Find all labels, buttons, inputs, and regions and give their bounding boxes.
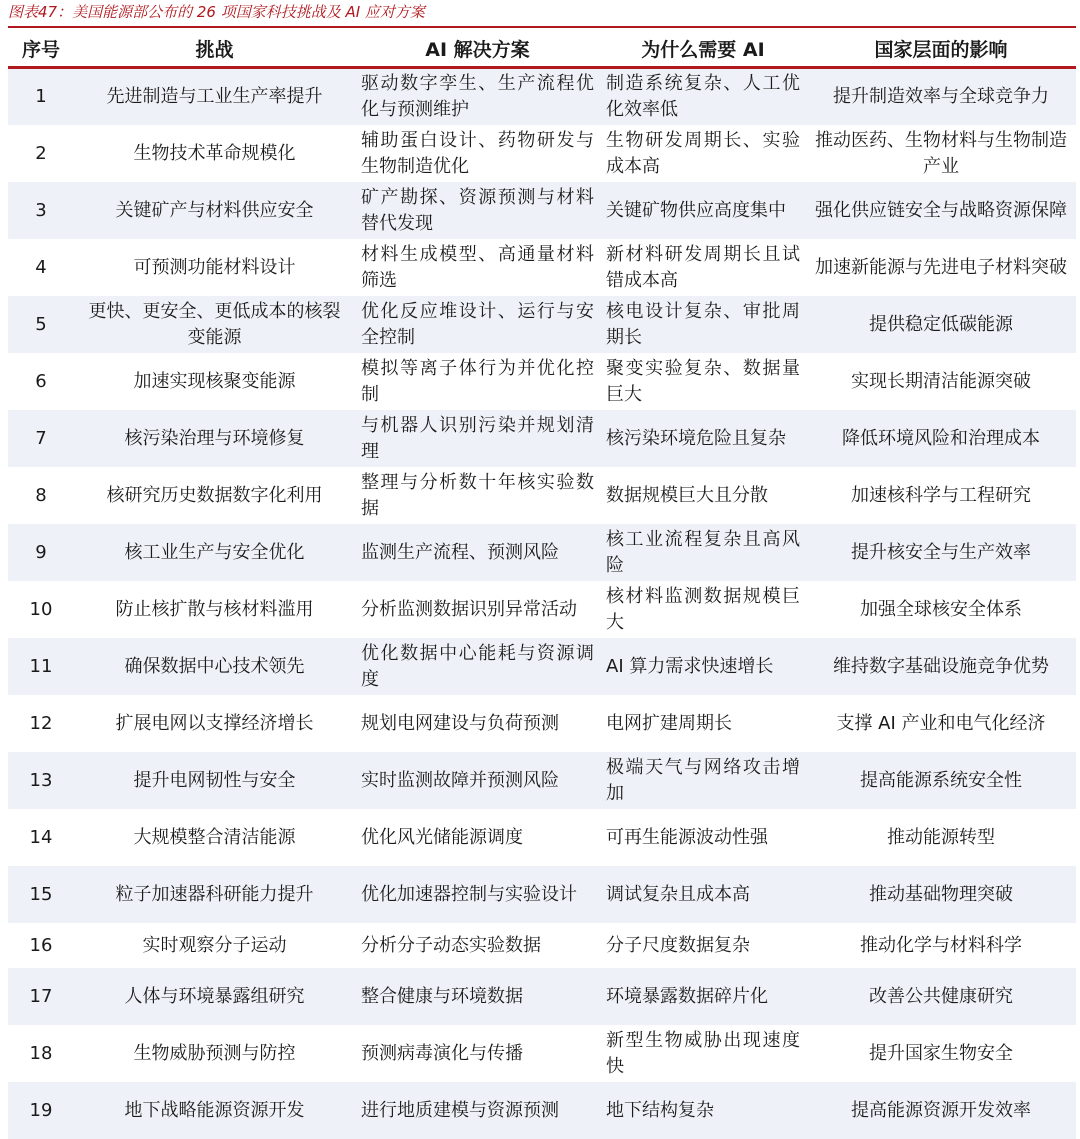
cell-why-ai: 极端天气与网络攻击增加 (600, 752, 806, 809)
table-row (8, 809, 1076, 866)
cell-national-impact: 实现长期清洁能源突破 (806, 353, 1076, 410)
cell-national-impact: 改善公共健康研究 (806, 968, 1076, 1025)
cell-no: 19 (8, 1082, 74, 1139)
header-why-ai: 为什么需要 AI (600, 30, 806, 68)
cell-national-impact: 加强全球核安全体系 (806, 581, 1076, 638)
table-row (8, 410, 1076, 467)
cell-national-impact: 加速核科学与工程研究 (806, 467, 1076, 524)
cell-national-impact: 提供稳定低碳能源 (806, 296, 1076, 353)
header-national-impact: 国家层面的影响 (806, 30, 1076, 68)
cell-no: 18 (8, 1025, 74, 1082)
cell-challenge: 关键矿产与材料供应安全 (74, 182, 355, 239)
cell-no: 13 (8, 752, 74, 809)
cell-ai-solution: 矿产勘探、资源预测与材料替代发现 (355, 182, 600, 239)
cell-challenge: 扩展电网以支撑经济增长 (74, 695, 355, 752)
cell-national-impact: 提升制造效率与全球竞争力 (806, 68, 1076, 126)
cell-challenge: 核污染治理与环境修复 (74, 410, 355, 467)
cell-no: 17 (8, 968, 74, 1025)
cell-challenge: 防止核扩散与核材料滥用 (74, 581, 355, 638)
cell-challenge: 确保数据中心技术领先 (74, 638, 355, 695)
cell-no: 5 (8, 296, 74, 353)
cell-ai-solution: 优化数据中心能耗与资源调度 (355, 638, 600, 695)
cell-ai-solution: 分析分子动态实验数据 (355, 923, 600, 968)
cell-no: 14 (8, 809, 74, 866)
table-row (8, 581, 1076, 638)
cell-ai-solution: 与机器人识别污染并规划清理 (355, 410, 600, 467)
table-header-row (8, 30, 1076, 68)
cell-ai-solution: 优化风光储能源调度 (355, 809, 600, 866)
cell-challenge: 加速实现核聚变能源 (74, 353, 355, 410)
cell-ai-solution: 规划电网建设与负荷预测 (355, 695, 600, 752)
cell-ai-solution: 监测生产流程、预测风险 (355, 524, 600, 581)
cell-national-impact: 推动医药、生物材料与生物制造产业 (806, 125, 1076, 182)
cell-no: 16 (8, 923, 74, 968)
cell-ai-solution: 实时监测故障并预测风险 (355, 752, 600, 809)
cell-ai-solution: 优化反应堆设计、运行与安全控制 (355, 296, 600, 353)
header-no: 序号 (8, 30, 74, 68)
cell-ai-solution: 分析监测数据识别异常活动 (355, 581, 600, 638)
table-row (8, 467, 1076, 524)
cell-no: 6 (8, 353, 74, 410)
cell-why-ai: 可再生能源波动性强 (600, 809, 806, 866)
cell-why-ai: 关键矿物供应高度集中 (600, 182, 806, 239)
table-row (8, 923, 1076, 968)
table-row (8, 752, 1076, 809)
cell-no: 10 (8, 581, 74, 638)
table-row (8, 125, 1076, 182)
table-row (8, 68, 1076, 126)
table-row (8, 968, 1076, 1025)
cell-why-ai: 调试复杂且成本高 (600, 866, 806, 923)
cell-national-impact: 维持数字基础设施竞争优势 (806, 638, 1076, 695)
cell-national-impact: 支撑 AI 产业和电气化经济 (806, 695, 1076, 752)
cell-challenge: 生物技术革命规模化 (74, 125, 355, 182)
cell-ai-solution: 驱动数字孪生、生产流程优化与预测维护 (355, 68, 600, 126)
cell-challenge: 更快、更安全、更低成本的核裂变能源 (74, 296, 355, 353)
cell-why-ai: 生物研发周期长、实验成本高 (600, 125, 806, 182)
cell-no: 1 (8, 68, 74, 126)
cell-challenge: 人体与环境暴露组研究 (74, 968, 355, 1025)
cell-why-ai: 分子尺度数据复杂 (600, 923, 806, 968)
table-row (8, 638, 1076, 695)
cell-challenge: 核研究历史数据数字化利用 (74, 467, 355, 524)
cell-why-ai: 地下结构复杂 (600, 1082, 806, 1139)
cell-ai-solution: 辅助蛋白设计、药物研发与生物制造优化 (355, 125, 600, 182)
cell-why-ai: 核污染环境危险且复杂 (600, 410, 806, 467)
cell-challenge: 大规模整合清洁能源 (74, 809, 355, 866)
cell-challenge: 提升电网韧性与安全 (74, 752, 355, 809)
cell-no: 2 (8, 125, 74, 182)
header-ai-solution: AI 解决方案 (355, 30, 600, 68)
cell-national-impact: 推动基础物理突破 (806, 866, 1076, 923)
cell-ai-solution: 进行地质建模与资源预测 (355, 1082, 600, 1139)
cell-national-impact: 提升国家生物安全 (806, 1025, 1076, 1082)
cell-no: 7 (8, 410, 74, 467)
cell-no: 8 (8, 467, 74, 524)
cell-why-ai: 核工业流程复杂且高风险 (600, 524, 806, 581)
table-body (8, 68, 1076, 1139)
cell-no: 12 (8, 695, 74, 752)
cell-challenge: 先进制造与工业生产率提升 (74, 68, 355, 126)
cell-national-impact: 推动能源转型 (806, 809, 1076, 866)
cell-ai-solution: 材料生成模型、高通量材料筛选 (355, 239, 600, 296)
cell-why-ai: 核材料监测数据规模巨大 (600, 581, 806, 638)
cell-why-ai: 制造系统复杂、人工优化效率低 (600, 68, 806, 126)
table-row (8, 239, 1076, 296)
table-row (8, 695, 1076, 752)
cell-why-ai: AI 算力需求快速增长 (600, 638, 806, 695)
cell-national-impact: 提高能源系统安全性 (806, 752, 1076, 809)
cell-why-ai: 核电设计复杂、审批周期长 (600, 296, 806, 353)
cell-no: 9 (8, 524, 74, 581)
cell-ai-solution: 模拟等离子体行为并优化控制 (355, 353, 600, 410)
table-row (8, 1025, 1076, 1082)
cell-no: 4 (8, 239, 74, 296)
cell-no: 3 (8, 182, 74, 239)
challenges-table (8, 30, 1076, 1139)
cell-challenge: 地下战略能源资源开发 (74, 1082, 355, 1139)
cell-ai-solution: 优化加速器控制与实验设计 (355, 866, 600, 923)
table-row (8, 353, 1076, 410)
header-challenge: 挑战 (74, 30, 355, 68)
cell-challenge: 核工业生产与安全优化 (74, 524, 355, 581)
cell-why-ai: 数据规模巨大且分散 (600, 467, 806, 524)
cell-why-ai: 电网扩建周期长 (600, 695, 806, 752)
cell-ai-solution: 预测病毒演化与传播 (355, 1025, 600, 1082)
table-row (8, 296, 1076, 353)
cell-why-ai: 新材料研发周期长且试错成本高 (600, 239, 806, 296)
cell-why-ai: 新型生物威胁出现速度快 (600, 1025, 806, 1082)
cell-challenge: 粒子加速器科研能力提升 (74, 866, 355, 923)
cell-no: 15 (8, 866, 74, 923)
figure-caption: 图表47：美国能源部公布的 26 项国家科技挑战及 AI 应对方案 (8, 0, 1076, 28)
cell-national-impact: 降低环境风险和治理成本 (806, 410, 1076, 467)
cell-why-ai: 环境暴露数据碎片化 (600, 968, 806, 1025)
cell-ai-solution: 整合健康与环境数据 (355, 968, 600, 1025)
table-row (8, 1082, 1076, 1139)
cell-challenge: 实时观察分子运动 (74, 923, 355, 968)
cell-national-impact: 加速新能源与先进电子材料突破 (806, 239, 1076, 296)
cell-national-impact: 提升核安全与生产效率 (806, 524, 1076, 581)
cell-national-impact: 强化供应链安全与战略资源保障 (806, 182, 1076, 239)
cell-national-impact: 提高能源资源开发效率 (806, 1082, 1076, 1139)
cell-challenge: 可预测功能材料设计 (74, 239, 355, 296)
cell-ai-solution: 整理与分析数十年核实验数据 (355, 467, 600, 524)
cell-why-ai: 聚变实验复杂、数据量巨大 (600, 353, 806, 410)
cell-national-impact: 推动化学与材料科学 (806, 923, 1076, 968)
cell-challenge: 生物威胁预测与防控 (74, 1025, 355, 1082)
cell-no: 11 (8, 638, 74, 695)
table-row (8, 866, 1076, 923)
table-row (8, 182, 1076, 239)
table-row (8, 524, 1076, 581)
